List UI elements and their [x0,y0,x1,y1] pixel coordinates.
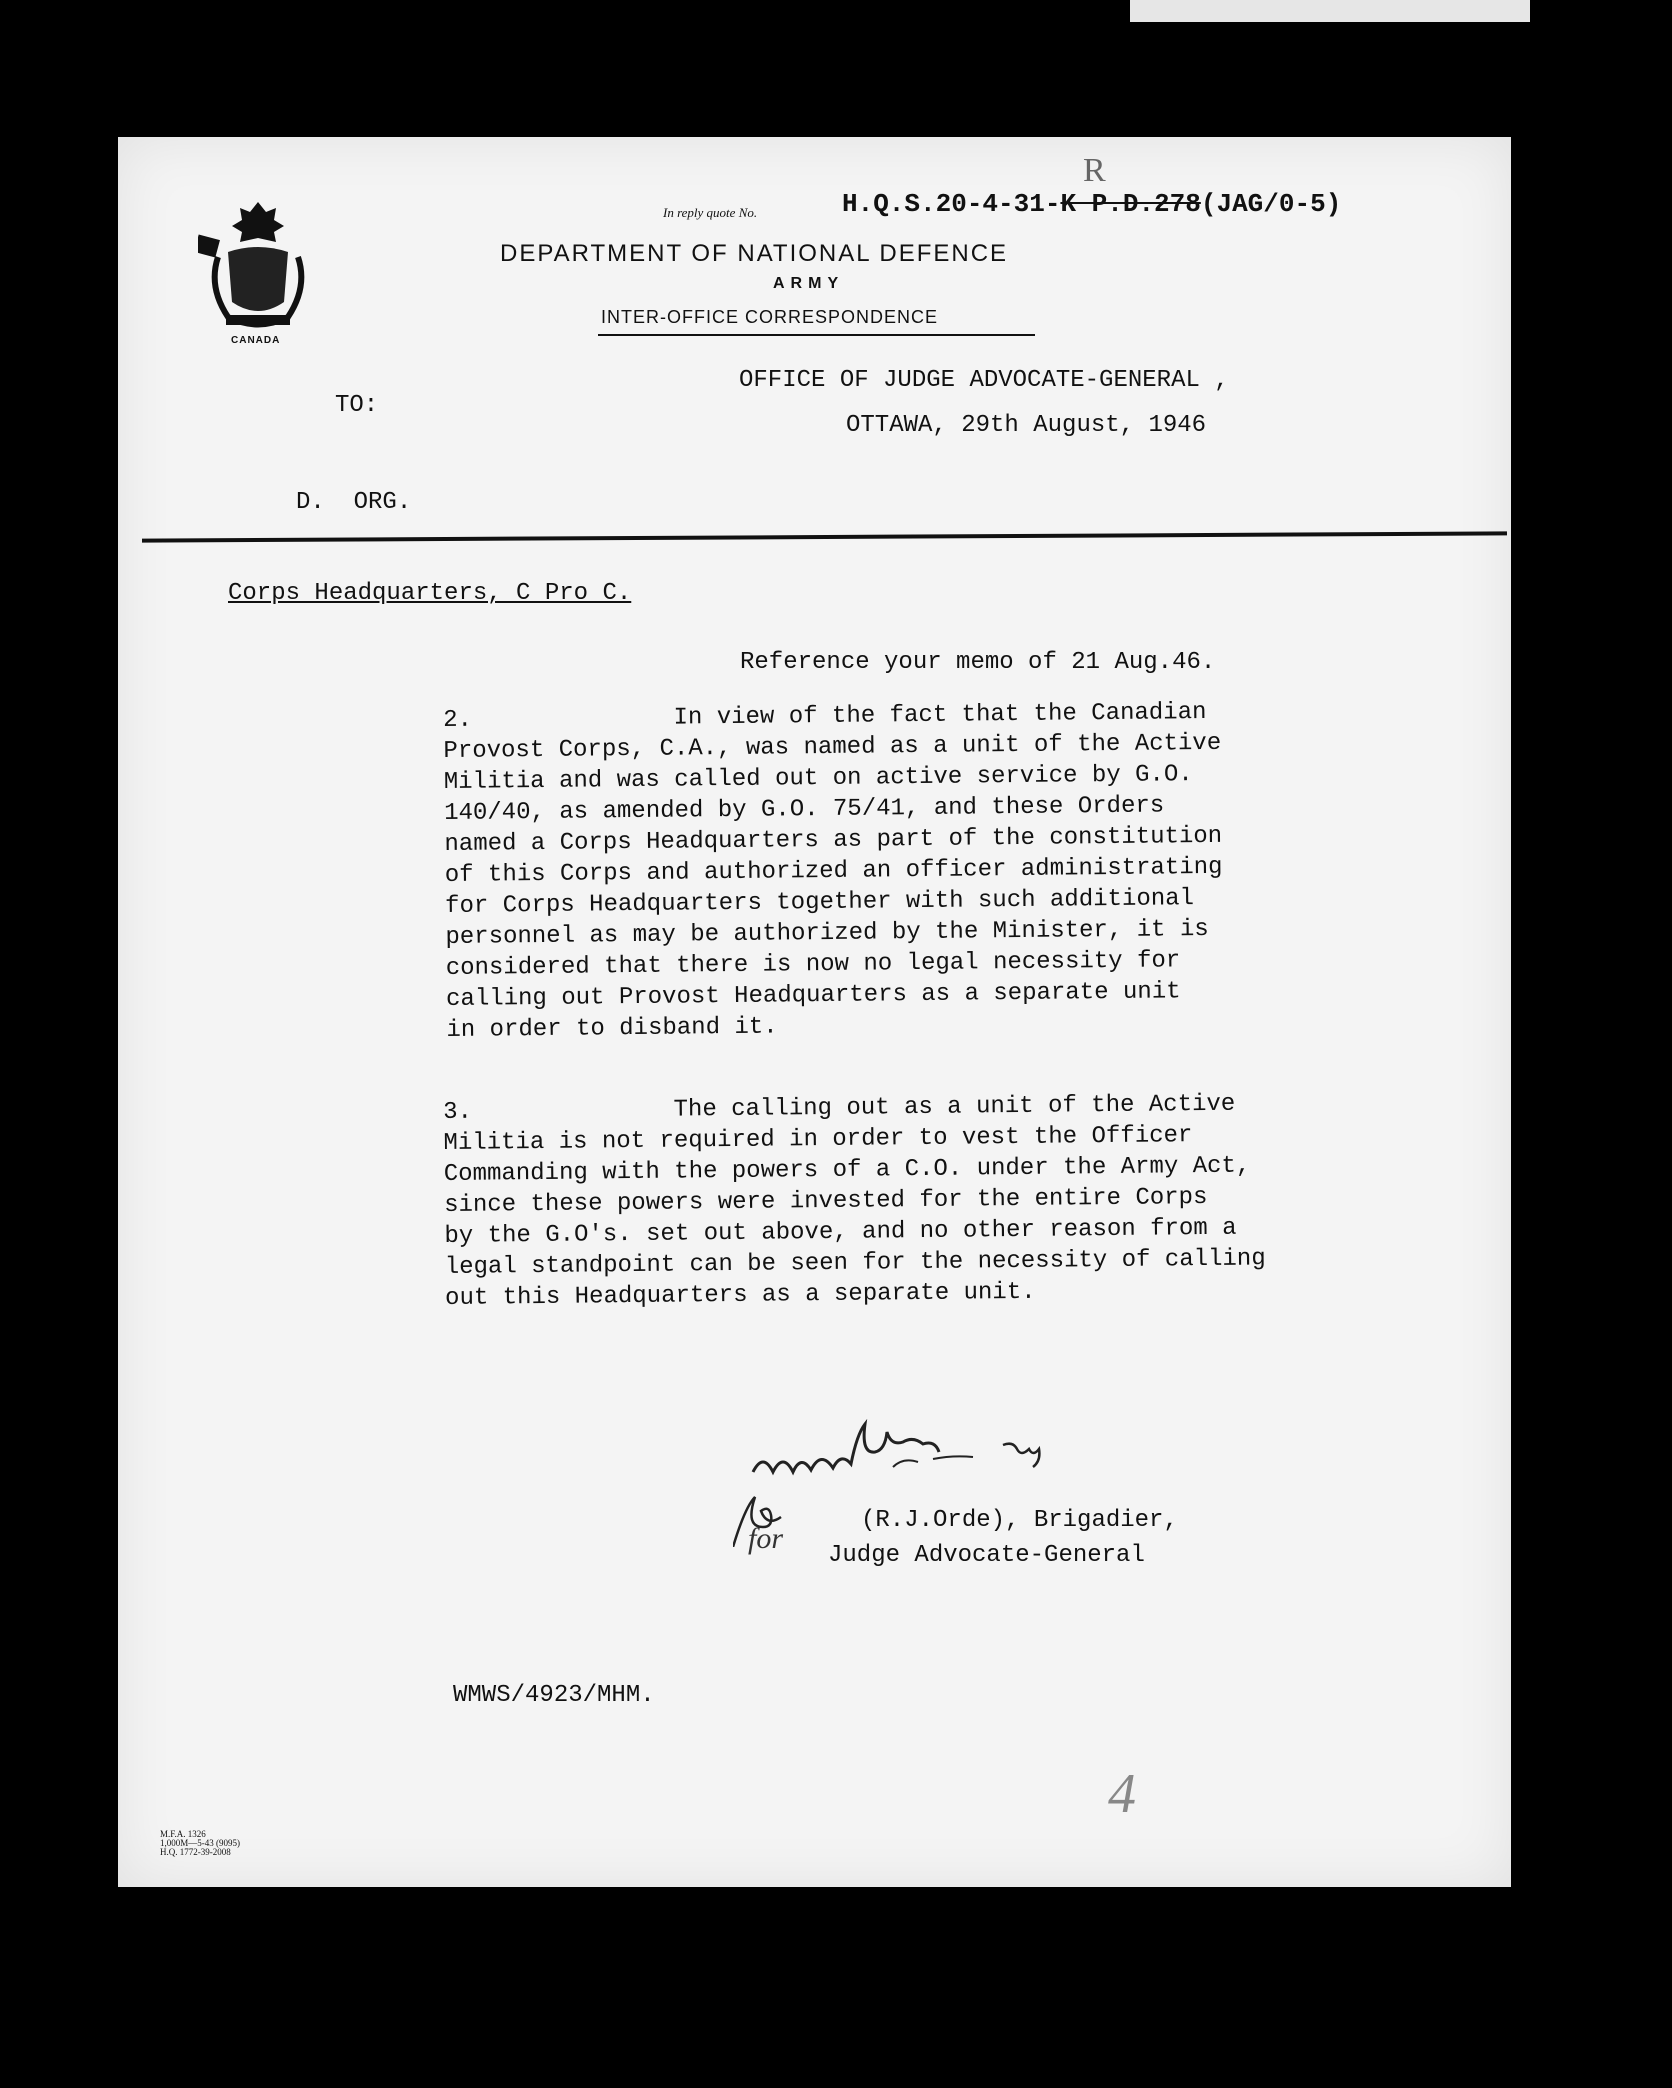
page-number: 4 [1108,1763,1136,1825]
header-divider [142,531,1507,542]
reply-file-number [842,189,1341,219]
handwritten-mark: R [1083,152,1106,189]
paragraph-3: 3. The calling out as a unit of the Active Militia is not required in order to vest the Officer Commanding with the powers of a C.O. under the Army Act, since these powers were invested for the entire Corps by the G.O's. set out above, and no other reason from a legal standpoint can be seen for the necessity of calling out this Headquarters as a separate unit. [443,1090,1266,1312]
scrap-paper-edge [1130,0,1530,22]
crest-label: CANADA [231,335,281,346]
signatory-title: Judge Advocate-General [828,1542,1145,1569]
signature-text [733,1392,734,1393]
reference-line: Reference your memo of 21 Aug.46. [740,649,1216,676]
reply-quote-label: In reply quote No. [663,205,758,220]
title-underline [598,334,1035,336]
to-label: TO: [335,392,379,419]
signatory-name: (R.J.Orde), Brigadier, [861,1507,1178,1534]
file-number-suffix: (JAG/0-5) [1200,189,1342,219]
file-number-struck: K P.D.278 [1060,189,1201,219]
typist-reference: WMWS/4923/MHM. [453,1682,655,1709]
form-number-block [160,1830,240,1857]
form-line: H.Q. 1772-39-2008 [160,1847,231,1857]
form-line: M.F.A. 1326 [160,1829,206,1839]
recipient: D. ORG. [296,489,412,516]
coat-of-arms-icon [198,197,318,332]
form-line: 1,000M—5-43 (9095) [160,1838,240,1848]
place-date: OTTAWA, 29th August, 1946 [846,412,1207,439]
department-title: DEPARTMENT OF NATIONAL DEFENCE [500,240,1009,267]
memo-sheet [118,137,1511,1887]
file-number-prefix: H.Q.S.20-4-31- [842,189,1061,219]
subject-line: Corps Headquarters, C Pro C. [228,580,632,607]
signature-for-mark: for [748,1522,784,1555]
from-office: OFFICE OF JUDGE ADVOCATE-GENERAL , [739,367,1229,394]
branch-title: ARMY [773,275,845,292]
paragraph-2: 2. In view of the fact that the Canadian Provost Corps, C.A., was named as a unit of the Active Militia and was called out on active service by G.O. 140/40, as amended by G.O. 75/41, and these Orders named a Corps Headquarters as part of the constitution of this Corps and authorized an officer administrating for Corps Headquarters together with such additional personnel as may be authorized by the Minister, it is considered that there is now no legal necessity for calling out Provost Headquarters as a separate unit in order to disband it. [443,699,1223,1044]
form-type-title: INTER-OFFICE CORRESPONDENCE [601,307,939,327]
